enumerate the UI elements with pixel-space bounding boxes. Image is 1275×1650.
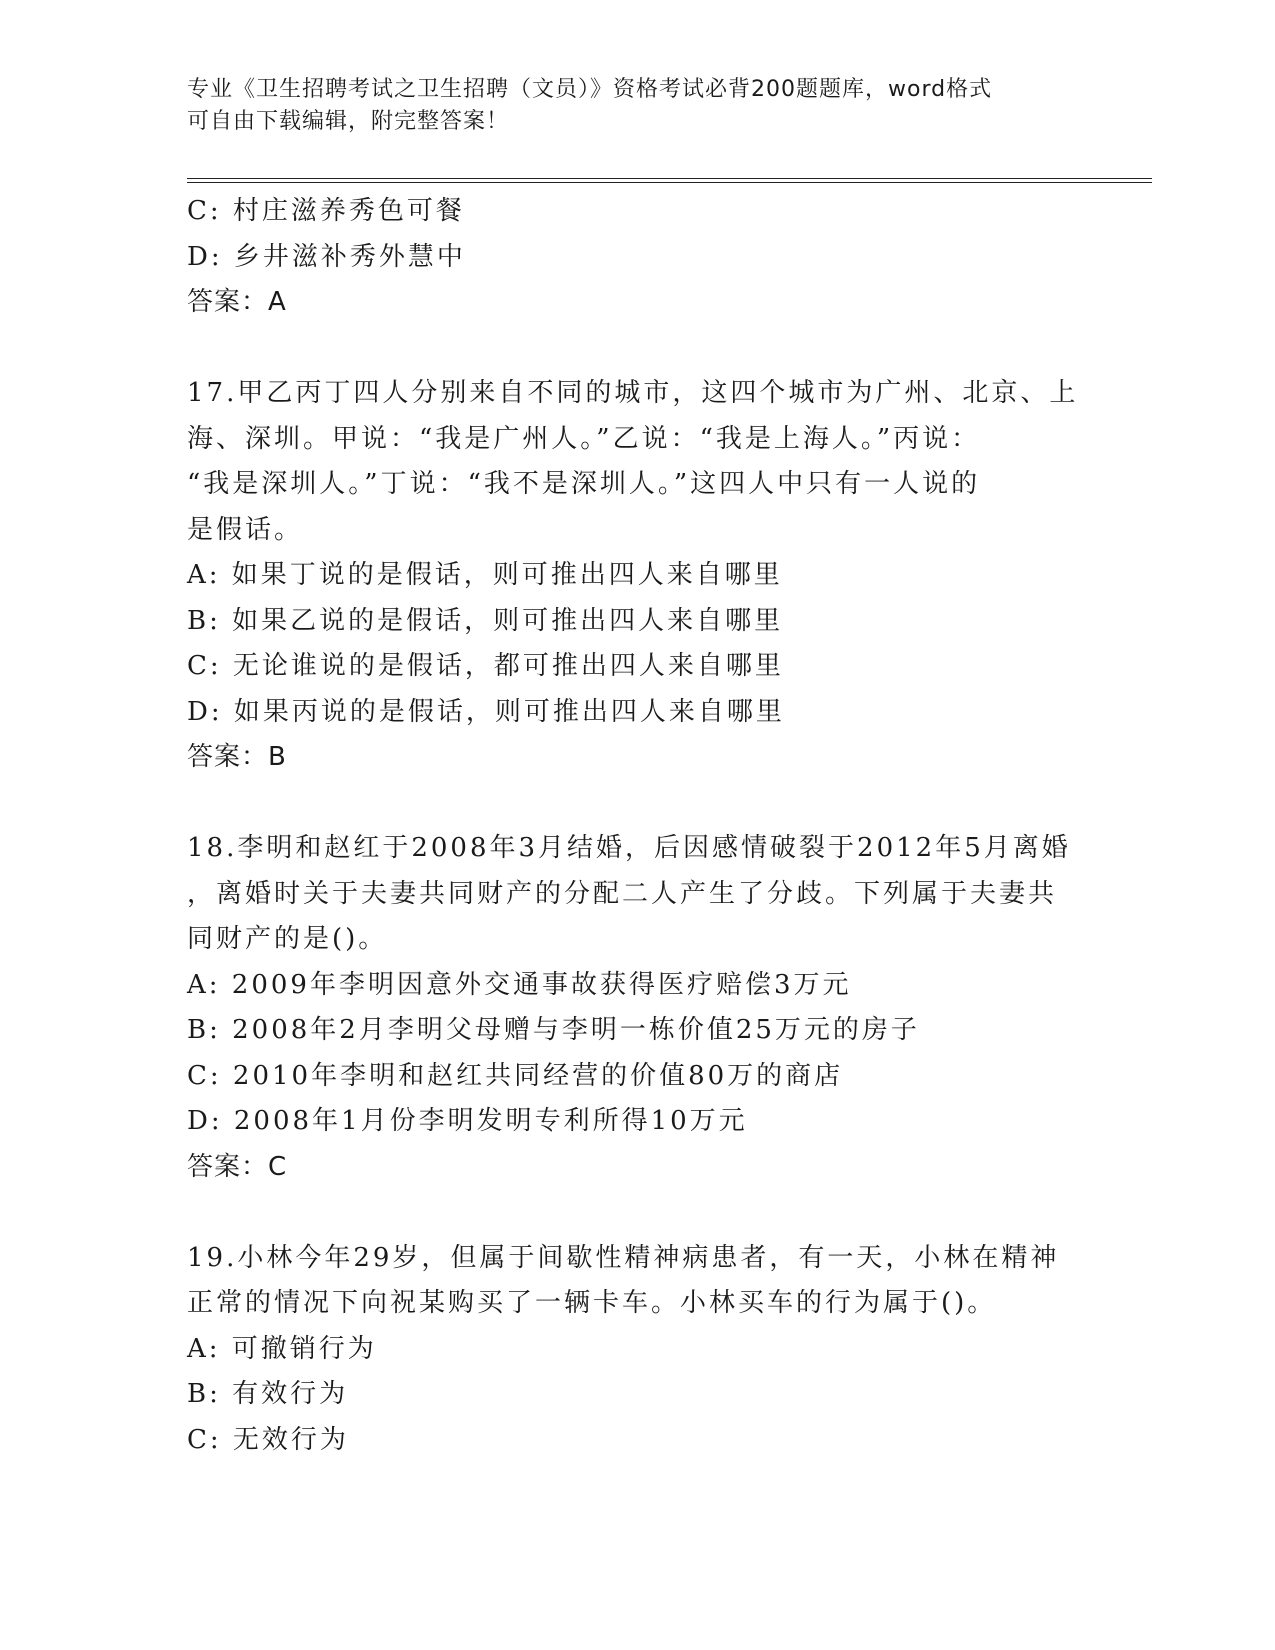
option-d: D: 2008年1月份李明发明专利所得10万元 xyxy=(187,1106,748,1136)
option-c: C: 2010年李明和赵红共同经营的价值80万的商店 xyxy=(187,1060,844,1091)
question-stem-line: “我是深圳人。”丁说：“我不是深圳人。”这四人中只有一人说的 xyxy=(187,469,981,499)
question-19 xyxy=(187,1236,1087,1464)
spacer xyxy=(187,326,1087,372)
option-c: C: 无论谁说的是假话，都可推出四人来自哪里 xyxy=(187,651,784,681)
spacer xyxy=(187,1190,1087,1236)
document-header xyxy=(187,74,1087,138)
question-stem-line: 是假话。 xyxy=(187,514,304,545)
option-b: B: 有效行为 xyxy=(187,1379,349,1409)
option-d: D: 乡井滋补秀外慧中 xyxy=(187,241,466,272)
option-a: A: 如果丁说的是假话，则可推出四人来自哪里 xyxy=(187,560,783,590)
option-a: A: 2009年李明因意外交通事故获得医疗赔偿3万元 xyxy=(187,969,852,1000)
question-stem-line: 同财产的是()。 xyxy=(187,924,388,954)
option-c: C: 村庄滋养秀色可餐 xyxy=(187,196,465,226)
header-divider-bottom xyxy=(187,182,1152,183)
answer-line: 答案：C xyxy=(187,1151,288,1182)
option-b: B: 如果乙说的是假话，则可推出四人来自哪里 xyxy=(187,605,784,636)
spacer xyxy=(187,781,1087,827)
answer-line: 答案：A xyxy=(187,287,287,317)
option-d: D: 如果丙说的是假话，则可推出四人来自哪里 xyxy=(187,696,785,727)
question-stem-line: 19.小林今年29岁，但属于间歇性精神病患者，有一天，小林在精神 xyxy=(187,1242,1060,1273)
header-title-line-2: 可自由下载编辑，附完整答案！ xyxy=(187,109,510,134)
answer-line: 答案：B xyxy=(187,742,287,772)
header-title-line-1: 专业《卫生招聘考试之卫生招聘（文员）》资格考试必背200题题库，word格式 xyxy=(187,77,993,102)
option-b: B: 2008年2月李明父母赠与李明一栋价值25万元的房子 xyxy=(187,1015,920,1045)
question-stem-line: 正常的情况下向祝某购买了一辆卡车。小林买车的行为属于()。 xyxy=(187,1288,997,1318)
question-18 xyxy=(187,826,1087,1190)
question-17 xyxy=(187,371,1087,781)
question-stem-line: ，离婚时关于夫妻共同财产的分配二人产生了分歧。下列属于夫妻共 xyxy=(187,878,1058,909)
option-c: C: 无效行为 xyxy=(187,1424,349,1455)
question-stem-line: 17.甲乙丙丁四人分别来自不同的城市，这四个城市为广州、北京、上 xyxy=(187,378,1079,408)
question-stem-line: 18.李明和赵红于2008年3月结婚，后因感情破裂于2012年5月离婚 xyxy=(187,833,1071,863)
header-divider-top xyxy=(187,178,1152,179)
question-16-continuation xyxy=(187,189,1087,326)
question-stem-line: 海、深圳。甲说：“我是广州人。”乙说：“我是上海人。”丙说： xyxy=(187,423,981,454)
document-body xyxy=(187,189,1087,1463)
option-a: A: 可撤销行为 xyxy=(187,1333,377,1364)
